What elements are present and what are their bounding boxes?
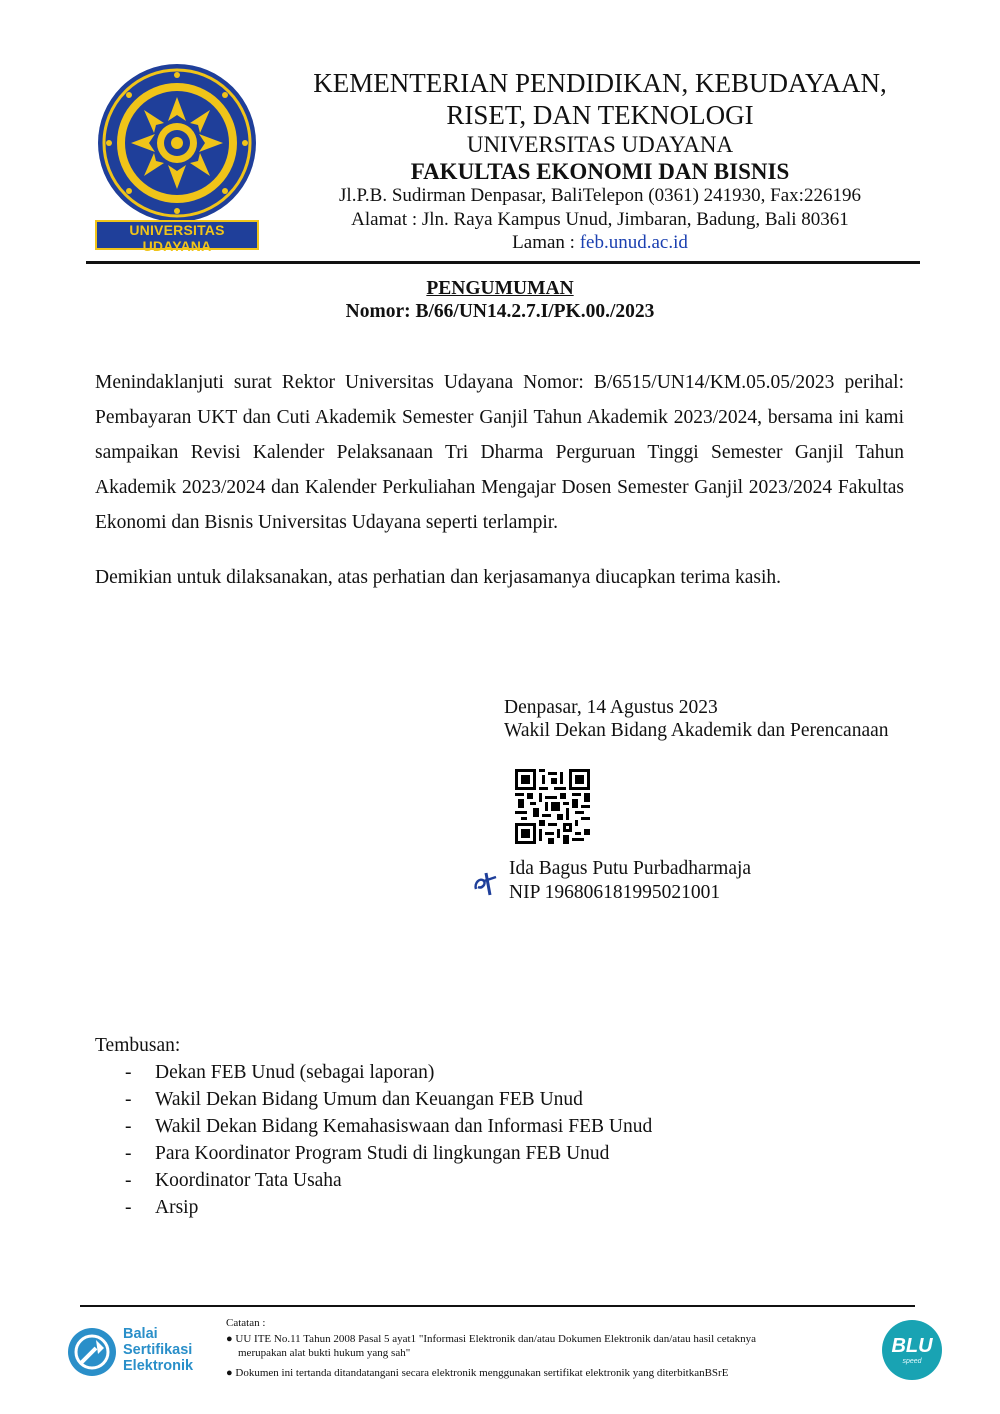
footer-note-1-cont: merupakan alat bukti hukum yang sah" — [238, 1347, 411, 1359]
letterhead — [270, 68, 930, 258]
signer-nip: NIP 196806181995021001 — [509, 882, 721, 903]
laman-label: Laman : — [512, 232, 580, 253]
list-item: - Dekan FEB Unud (sebagai laporan) — [125, 1062, 435, 1083]
university-name: UNIVERSITAS UDAYANA — [466, 132, 734, 157]
blu-logo-icon: BLU speed — [882, 1320, 942, 1380]
footer-note-1: ● UU ITE No.11 Tahun 2008 Pasal 5 ayat1 "Informasi Elektronik dan/atau Dokumen Elektronik dan/atau hasil cetaknya — [226, 1333, 756, 1345]
logo-banner-text: UNIVERSITAS UDAYANA — [129, 222, 225, 254]
tembusan-section — [95, 1032, 653, 1221]
catatan-label: Catatan : — [226, 1317, 266, 1329]
laman-link[interactable]: feb.unud.ac.id — [579, 232, 688, 253]
announcement-number: Nomor: B/66/UN14.2.7.I/PK.00./2023 — [345, 301, 655, 322]
list-item: - Wakil Dekan Bidang Kemahasiswaan dan Informasi FEB Unud — [125, 1116, 653, 1137]
signer-name: Ida Bagus Putu Purbadharmaja — [509, 858, 752, 879]
announcement-title: PENGUMUMAN — [426, 278, 574, 299]
list-item: - Wakil Dekan Bidang Umum dan Keuangan FEB Unud — [125, 1089, 583, 1110]
body-paragraph-1: Menindaklanjuti surat Rektor Universitas Udayana Nomor: B/6515/UN14/KM.05.05/2023 perihal: Pembayaran UKT dan Cuti Akademik Semester Ganjil Tahun Akademik 2023/2024, bersama ini kami sampaikan Revisi Kalender Pelaksanaan Tri Dharma Perguruan Tinggi Semester Ganjil Tahun Akademik 2023/2024 dan Kalender Perkuliahan Mengajar Dosen Semester Ganjil 2023/2024 Fakultas Ekonomi dan Bisnis Universitas Udayana seperti terlampir. — [95, 372, 904, 533]
footer-divider — [80, 1305, 915, 1307]
qr-code-icon — [515, 769, 590, 844]
faculty-name: FAKULTAS EKONOMI DAN BISNIS — [410, 159, 790, 184]
list-item: - Para Koordinator Program Studi di lingkungan FEB Unud — [125, 1143, 610, 1164]
ministry-line-1: KEMENTERIAN PENDIDIKAN, KEBUDAYAAN, — [313, 68, 887, 98]
list-item: - Koordinator Tata Usaha — [125, 1170, 342, 1191]
list-item: - Arsip — [125, 1197, 199, 1218]
footer-note-2: ● Dokumen ini tertanda ditandatangani secara elektronik menggunakan sertifikat elektronik yang diterbitkanBSrE — [226, 1367, 729, 1379]
bsre-logo-icon — [66, 1326, 118, 1378]
address-line-1: Jl.P.B. Sudirman Denpasar, BaliTelepon (0361) 241930, Fax:226196 — [339, 185, 861, 206]
ministry-line-2: RISET, DAN TEKNOLOGI — [446, 100, 754, 130]
address-line-2: Alamat : Jln. Raya Kampus Unud, Jimbaran, Badung, Bali 80361 — [351, 209, 849, 230]
tembusan-label: Tembusan: — [95, 1035, 181, 1056]
body-paragraph-2: Demikian untuk dilaksanakan, atas perhatian dan kerjasamanya diucapkan terima kasih. — [95, 567, 782, 588]
laman-line — [270, 232, 930, 254]
place-date: Denpasar, 14 Agustus 2023 — [504, 697, 718, 718]
bsre-signature-mark-icon — [472, 867, 500, 897]
signer-position: Wakil Dekan Bidang Akademik dan Perencanaan — [504, 720, 889, 741]
header-divider — [86, 261, 920, 264]
bsre-logo-text: Balai Sertifikasi Elektronik — [123, 1326, 194, 1374]
